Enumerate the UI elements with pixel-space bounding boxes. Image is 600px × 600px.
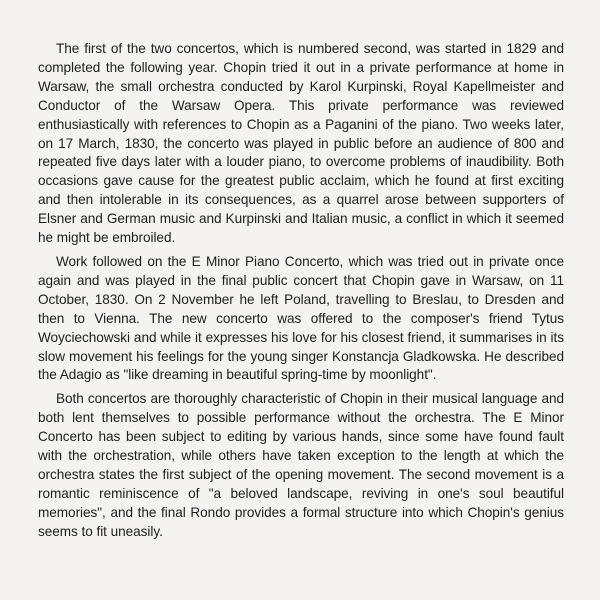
paragraph-both-concertos: Both concertos are thoroughly characteristic of Chopin in their musical language and both lent themselves to possible performance without the orchestra. The E Minor Concerto has been subject to editing by various hands, since some have found fault with the orchestration, while others have taken exception to the length at which the orchestra states the first subject of the opening movement. The second movement is a romantic reminiscence of "a beloved landscape, reviving in one's soul beautiful memories", and the final Rondo provides a formal structure into which Chopin's genius seems to fit uneasily. <box>38 391 564 539</box>
paragraph-first-concerto: The first of the two concertos, which is numbered second, was started in 1829 and completed the following year. Chopin tried it out in a private performance at home in Warsaw, the small orchestra conducted by Karol Kurpinski, Royal Kapellmeister and Conductor of the Warsaw Opera. This private performance was reviewed enthusiastically with references to Chopin as a Paganini of the piano. Two weeks later, on 17 March, 1830, the concerto was played in public before an audience of 800 and repeated five days later with a louder piano, to overcome problems of inaudibility. Both occasions gave cause for the greatest public acclaim, which he found at first exciting and then intolerable in its consequences, as a quarrel arose between supporters of Elsner and German music and Kurpinski and Italian music, a conflict in which it seemed he might be embroiled. <box>38 41 564 246</box>
liner-notes-text <box>38 40 564 547</box>
paragraph-e-minor-concerto: Work followed on the E Minor Piano Concerto, which was tried out in private once again and was played in the final public concert that Chopin gave in Warsaw, on 11 October, 1830. On 2 November he left Poland, travelling to Breslau, to Dresden and then to Vienna. The new concerto was offered to the composer's friend Tytus Woyciechowski and while it expresses his love for his closest friend, it summarises in its slow movement his feelings for the young singer Konstancja Gladkowska. He described the Adagio as "like dreaming in beautiful spring-time by moonlight". <box>38 253 564 383</box>
